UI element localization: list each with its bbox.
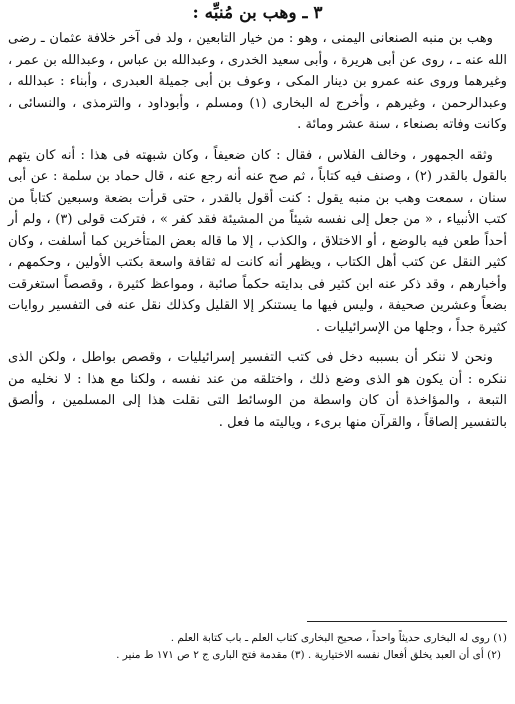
paragraph-reliability: وثقه الجمهور ، وخالف الفلاس ، فقال : كان ضعيفاً ، وكان شبهته فى هذا : أنه كان يتهم بالقول بالقدر (٢) ، وصنف فيه كتاباً ، ثم صح عنه أنه رجع عنه ، قال حماد بن سلمة : عن أبى سنان ، سمعت وهب بن منبه يقول : كنت أقول بالقدر ، حتى قرأت بضعة وسبعين كتاباً من كتب الأنبياء ، « من جعل إلى نفسه شيئاً من المشيئة فقد كفر » ، فتركت قولى (٣) ، ولم أر أحداً طعن فيه بالوضع ، أو الاختلاق ، والكذب ، إلا ما قاله بعض المتأخرين كما أسلفت ، وكان كثير النقل عن كتب أهل الكتاب ، ويظهر أنه كانت له ثقافة واسعة بكتب الأولين ، وحكمهم ، وأخبارهم ، وقد ذكر عنه ابن كثير فى بدايته حكماً صائبة ، ومواعظ كثيرة ، وقصصاً استغرقت بضعاً وعشرين صحيفة ، وليس فيها ما يستنكر إلا القليل وكذلك نقل عنه فى التفسير روايات كثيرة جداً ، وجلها من الإسرائيليات .: [8, 147, 507, 335]
footnote-divider: [307, 621, 507, 622]
footnote-1: (١) روى له البخارى حديثاً واحداً ، صحيح البخارى كتاب العلم ـ باب كتابة العلم .: [170, 632, 507, 644]
paragraph-conclusion: ونحن لا ننكر أن بسببه دخل فى كتب التفسير إسرائيليات ، وقصص بواطل ، ولكن الذى ننكره : أن يكون هو الذى وضع ذلك ، واختلقه من عند نفسه ، ولكنا مع هذا : لا نخليه من التبعة ، والمؤاخذة أن كان واسطة من الوسائط التى نقلت هذا إلى المسلمين ، وألصق بالتفسير إلصاقاً ، والقرآن منها برىء ، وياليته ما فعل .: [8, 350, 507, 430]
footnotes: [8, 621, 507, 664]
section-heading: ٣ ـ وهب بن مُنبِّه :: [192, 3, 323, 23]
body-text: [8, 28, 507, 433]
footnote-2-3: (٢) أى أن العبد يخلق أفعال نفسه الاختيارية . (٣) مقدمة فتح البارى ج ٢ ص ١٧١ ط منير .: [116, 649, 501, 661]
paragraph-biography: وهب بن منبه الصنعانى اليمنى ، وهو : من خيار التابعين ، ولد فى آخر خلافة عثمان ـ رضى الله عنه ـ ، روى عن أبى هريرة ، وأبى سعيد الخدرى ، وعبدالله بن عباس ، وعبدالله بن عمر ، وغيرهما وروى عنه عمرو بن دينار المكى ، وعوف بن أبى جميلة العبدرى ، وأبناء : عبدالله ، وعبدالرحمن ، وغيرهم ، وأخرج له البخارى (١) ومسلم ، وأبوداود ، والترمذى ، والنسائى ، وكانت وفاته بصنعاء ، سنة عشر ومائة .: [8, 31, 508, 132]
document-page: [8, 0, 507, 704]
